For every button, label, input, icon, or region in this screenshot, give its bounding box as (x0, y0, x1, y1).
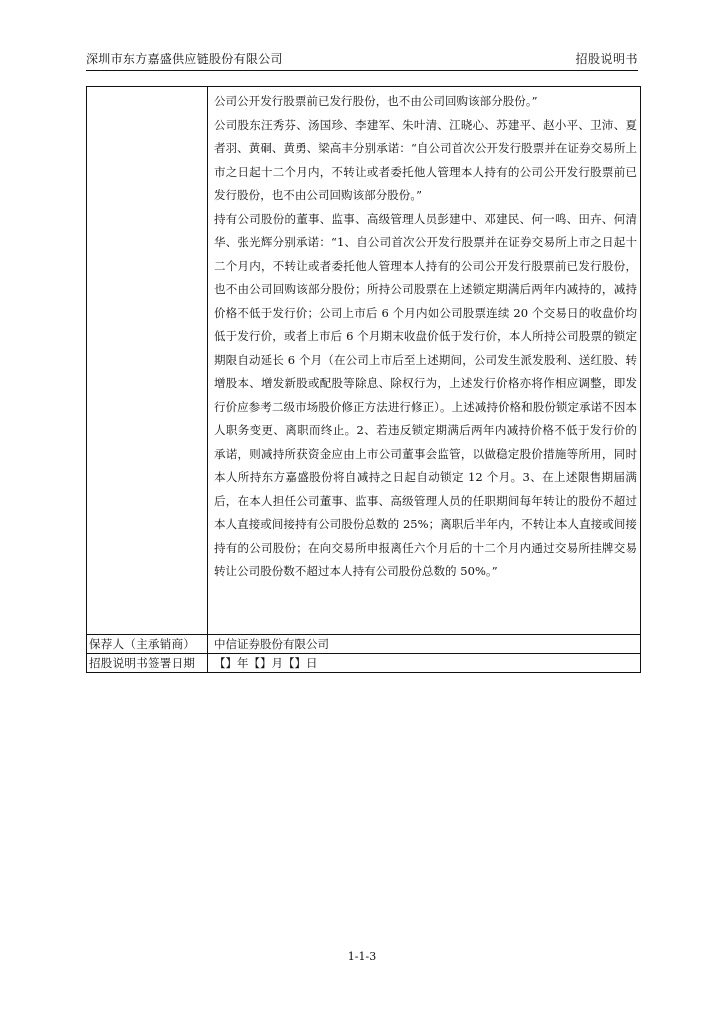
paragraph-1: 公司公开发行股票前已发行股份，也不由公司回购该部分股份。” (214, 94, 538, 108)
signing-date-label: 招股说明书签署日期 (87, 654, 208, 672)
signing-date-value: 【】年【】月【】日 (214, 656, 318, 670)
sponsor-row (87, 635, 640, 654)
commitment-text (208, 87, 640, 634)
signing-date-row (87, 654, 640, 672)
document-type: 招股说明书 (575, 52, 638, 66)
commitment-label (87, 87, 208, 634)
company-name: 深圳市东方嘉盛供应链股份有限公司 (86, 52, 283, 66)
sponsor-label: 保荐人（主承销商） (87, 635, 208, 653)
page-header (86, 48, 638, 70)
commitment-row (87, 87, 640, 635)
paragraph-3: 持有公司股份的董事、监事、高级管理人员彭建中、邓建民、何一鸣、田卉、何清华、张光辉分别承诺：“1、自公司首次公开发行股票并在证券交易所上市之日起十二个月内，不转让或者委托他人管理本人持有的公司公开发行股票前已发行股份，也不由公司回购该部分股份；所持公司股票在上述锁定期满后两年内减持的，减持价格不低于发行价；公司上市后 6 个月内如公司股票连续 20 个交易日的收盘价均低于发行价，或者上市后 6 个月期末收盘价低于发行价，本人所持公司股票的锁定期限自动延长 6 个月（在公司上市后至上述期间，公司发生派发股利、送红股、转增股本、增发新股或配股等除息、除权行为，上述发行价格亦将作相应调整，即发行价应参考二级市场股价修正方法进行修正）。上述减持价格和股份锁定承诺不因本人职务变更、离职而终止。2、若违反锁定期满后两年内减持价格不低于发行价的承诺，则减持所获资金应由上市公司董事会监管，以做稳定股价措施等所用，同时本人所持东方嘉盛股份将自减持之日起自动锁定 12 个月。3、在上述限售期届满后，在本人担任公司董事、监事、高级管理人员的任职期间每年转让的股份不超过本人直接或间接持有公司股份总数的 25%；离职后半年内，不转让本人直接或间接持有的公司股份；在向交易所申报离任六个月后的十二个月内通过交易所挂牌交易转让公司股份数不超过本人持有公司股份总数的 50%。” (214, 211, 637, 578)
prospectus-table (86, 86, 641, 673)
page-number: 1-1-3 (347, 950, 377, 963)
header-divider (86, 70, 638, 71)
paragraph-2: 公司股东汪秀芬、汤国珍、李建军、朱叶清、江晓心、苏建平、赵小平、卫沛、夏者羽、黄硐、黄勇、梁高丰分别承诺：“自公司首次公开发行股票并在证券交易所上市之日起十二个月内，不转让或者委托他人管理本人持有的公司公开发行股票前已发行股份，也不由公司回购该部分股份。” (214, 117, 637, 202)
sponsor-value: 中信证券股份有限公司 (214, 637, 329, 651)
